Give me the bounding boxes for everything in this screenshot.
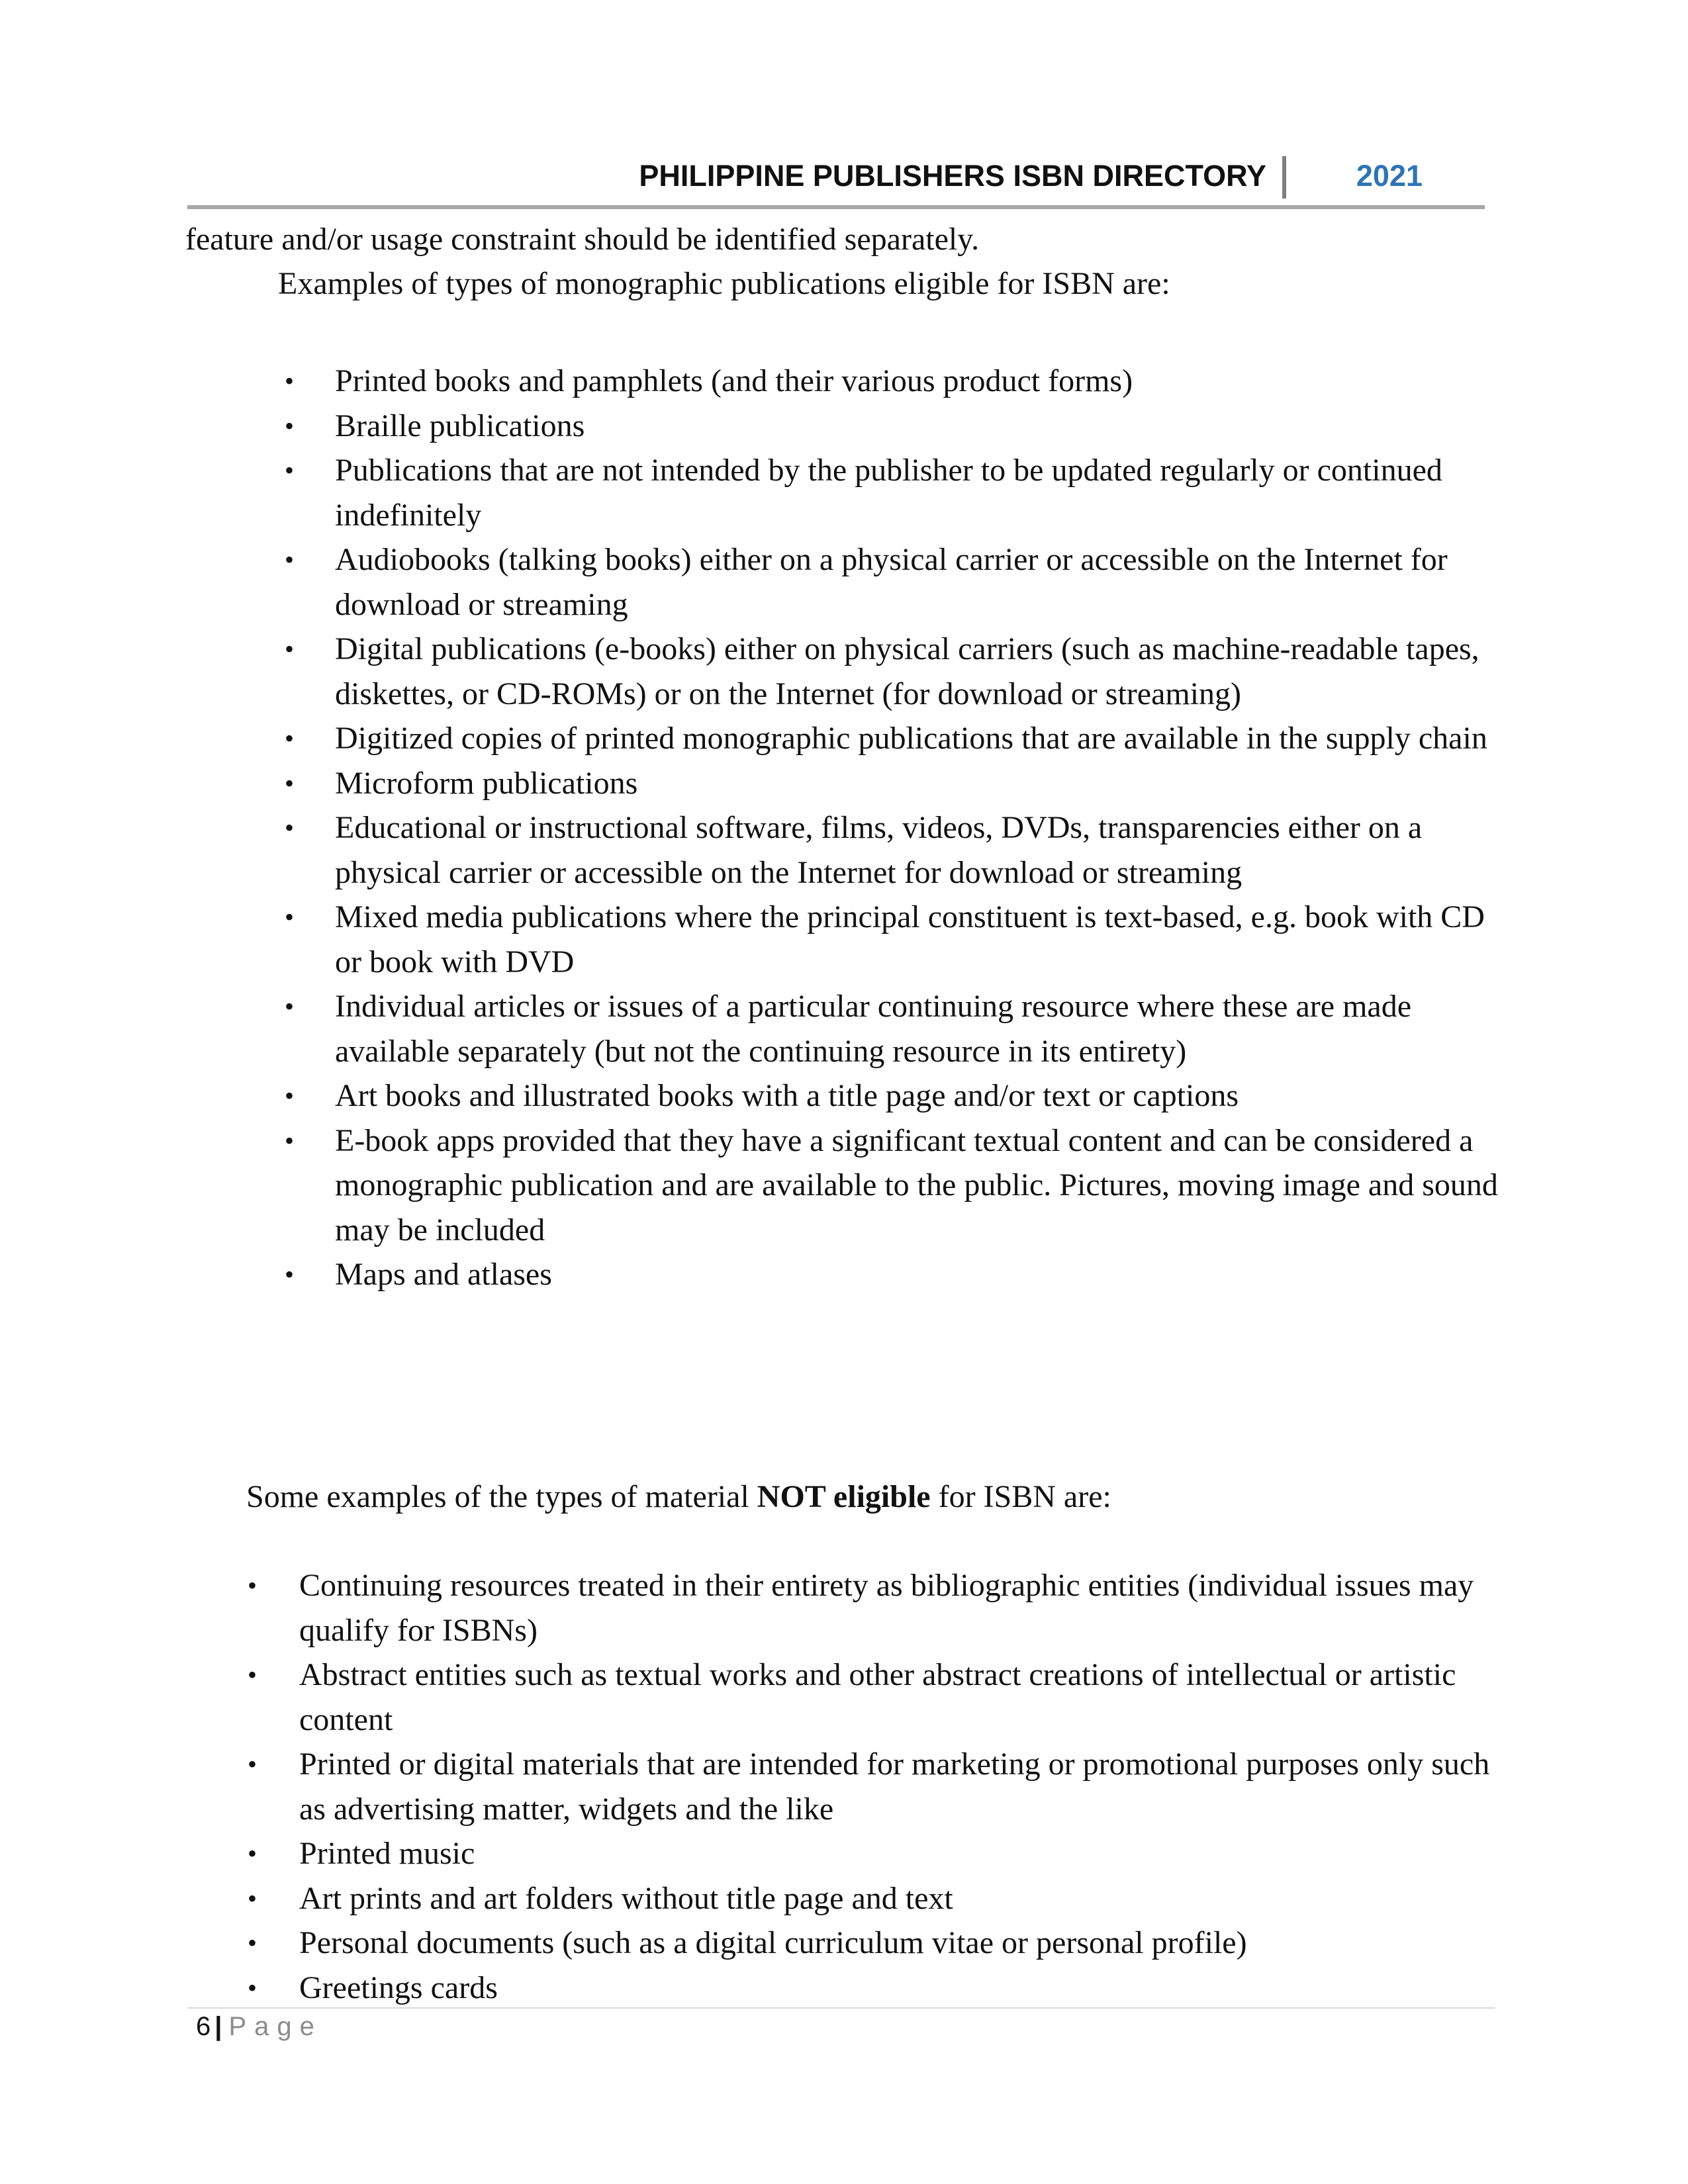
list-item-text: Publications that are not intended by the publisher to be updated regularly or continued indefinitely — [335, 453, 1442, 533]
not-eligible-intro — [246, 1475, 1111, 1519]
list-item-text: Individual articles or issues of a particular continuing resource where these are made available separately (but not the continuing resource in its entirety) — [335, 989, 1412, 1069]
eligible-intro: Examples of types of monographic publications eligible for ISBN are: — [278, 266, 1170, 301]
list-item — [286, 1252, 1517, 1297]
list-item-text: Printed music — [299, 1836, 475, 1871]
not-eligible-intro-bold: NOT eligible — [757, 1479, 931, 1514]
list-item-text: Digital publications (e-books) either on physical carriers (such as machine-readable tapes, diskettes, or CD-ROMs) or on the Internet (for download or streaming) — [335, 631, 1479, 711]
bullet-icon: • — [285, 545, 295, 574]
list-item-text: Art books and illustrated books with a title page and/or text or captions — [335, 1078, 1239, 1113]
bullet-icon: • — [248, 1570, 258, 1600]
not-eligible-intro-after: for ISBN are: — [930, 1479, 1111, 1514]
list-item — [286, 537, 1517, 627]
list-item-text: Audiobooks (talking books) either on a physical carrier or accessible on the Internet for download or streaming — [335, 542, 1448, 622]
list-item — [248, 1966, 1505, 2011]
list-item-text: Printed books and pamphlets (and their various product forms) — [335, 363, 1133, 398]
not-eligible-list — [248, 1563, 1505, 2010]
bullet-icon: • — [248, 1972, 258, 2003]
header-year: 2021 — [1356, 159, 1423, 193]
bullet-icon: • — [285, 410, 295, 441]
list-item — [286, 1073, 1517, 1118]
list-item-text: Abstract entities such as textual works and other abstract creations of intellectual or artistic content — [299, 1657, 1456, 1737]
list-item-text: Greetings cards — [299, 1970, 498, 2005]
bullet-icon: • — [248, 1660, 258, 1690]
bullet-icon: • — [285, 991, 295, 1021]
bullet-icon: • — [248, 1928, 258, 1958]
list-item — [286, 1118, 1517, 1253]
not-eligible-intro-before: Some examples of the types of material — [246, 1479, 757, 1514]
bullet-icon: • — [285, 634, 295, 664]
list-item-text: Educational or instructional software, films, videos, DVDs, transparencies either on a physical carrier or accessible on the Internet for download or streaming — [335, 810, 1423, 890]
header-title: PHILIPPINE PUBLISHERS ISBN DIRECTORY — [639, 159, 1266, 193]
list-item — [286, 716, 1517, 761]
list-item-text: Art prints and art folders without title page and text — [299, 1880, 953, 1916]
list-item — [286, 761, 1517, 806]
bullet-icon: • — [285, 813, 295, 842]
footer-separator: | — [214, 2012, 222, 2041]
page-header — [187, 152, 1485, 209]
footer-divider — [187, 2007, 1495, 2009]
list-item-text: Maps and atlases — [335, 1257, 552, 1292]
list-item — [248, 1563, 1505, 1653]
list-item — [248, 1653, 1505, 1742]
list-item — [286, 805, 1517, 895]
list-item — [248, 1831, 1505, 1876]
list-item — [248, 1876, 1505, 1921]
page-footer — [196, 2012, 322, 2042]
bullet-icon: • — [285, 902, 295, 932]
list-item-text: Personal documents (such as a digital curriculum vitae or personal profile) — [299, 1925, 1247, 1960]
list-item-text: E-book apps provided that they have a significant textual content and can be considered a monographic publication and are available to the public. Pictures, moving image and sound may be included — [335, 1122, 1498, 1248]
bullet-icon: • — [248, 1839, 258, 1868]
header-separator — [1282, 156, 1286, 199]
bullet-icon: • — [285, 768, 295, 798]
list-item — [286, 895, 1517, 984]
bullet-icon: • — [285, 1259, 295, 1289]
bullet-icon: • — [285, 366, 295, 396]
list-item-text: Printed or digital materials that are intended for marketing or promotional purposes only such as advertising matter, widgets and the like — [299, 1747, 1490, 1827]
list-item-text: Mixed media publications where the principal constituent is text-based, e.g. book with CD or book with DVD — [335, 899, 1485, 979]
list-item — [286, 627, 1517, 716]
list-item — [286, 448, 1517, 537]
list-item — [286, 404, 1517, 449]
bullet-icon: • — [285, 723, 295, 753]
list-item-text: Digitized copies of printed monographic publications that are available in the supply chain — [335, 721, 1487, 756]
list-item — [248, 1742, 1505, 1831]
list-item — [286, 984, 1517, 1073]
page-number: 6 — [196, 2012, 211, 2041]
bullet-icon: • — [285, 455, 295, 485]
bullet-icon: • — [248, 1883, 258, 1913]
list-item-text: Continuing resources treated in their entirety as bibliographic entities (individual issues may qualify for ISBNs) — [299, 1568, 1474, 1648]
list-item-text: Braille publications — [335, 408, 585, 443]
list-item — [286, 359, 1517, 404]
list-item-text: Microform publications — [335, 765, 638, 801]
list-item — [248, 1921, 1505, 1966]
eligible-list — [286, 359, 1517, 1297]
page-label: Page — [228, 2012, 322, 2041]
bullet-icon: • — [248, 1749, 258, 1779]
bullet-icon: • — [285, 1125, 295, 1156]
bullet-icon: • — [285, 1081, 295, 1111]
continuation-paragraph: feature and/or usage constraint should be identified separately. — [185, 222, 980, 257]
